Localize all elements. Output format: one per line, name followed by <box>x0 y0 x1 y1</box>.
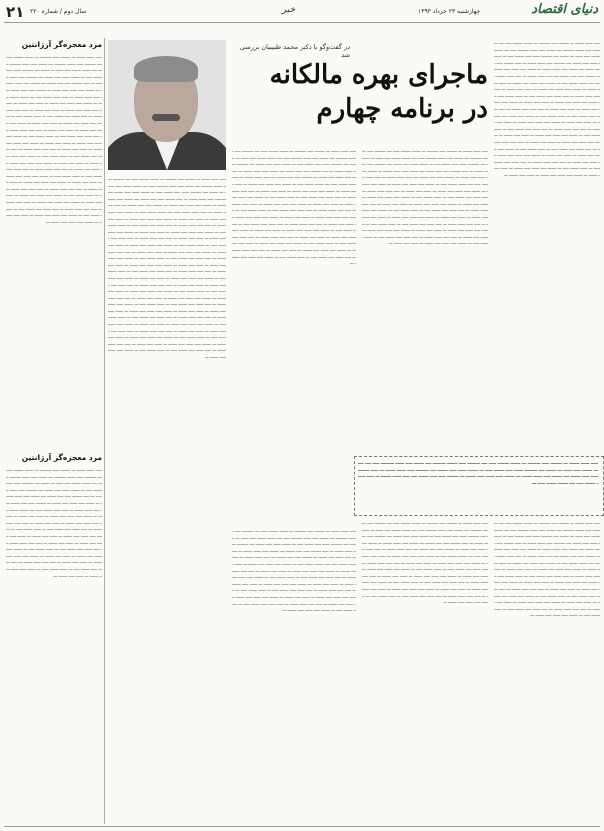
footer-rule <box>4 826 600 827</box>
issue-info: سال دوم / شماره ۲۲۰ <box>30 8 87 15</box>
page-header <box>0 0 604 26</box>
body-column-5: ـــــ ــــــ ـــــــ ـــ ــــــــ ـــــ ـــــــــ ـــ ـــــــ ــــــــ ـــــ ــــ ـــــــــ ـــــ ـــــــ ـــــــــ ــــ ـــــــ ـــــ ــــــ ـــــــــ ـــــ ــــ ـــــــ ـــــــ ـــــ ــــــ ـــ ـــــــ ــــ ـــــــــ ــــــ ـــــ ـــــــ ـــــ ـــ ـــــــ ــــــ ـــــ ـــــــ ــــ ـــــــــ ـــــ ــــــ ـــــــ ـــ ـــــ ــــــــ ـــــ ـــــ ـــــــ ــــ ـــــــ ـــــ ــــــ ـــــــ ـــ ـــــــ ـــــ ــــــ ـــــ ـــــــ ـــ ــــــــ ـــــ ـــــ ـــــــ ــــ ـــــ ــــــ ـــــــ ـــ ـــــ ــــــ ـــــــ ـــــ ــــ ـــــــ ـــــــ ـــــ ـــ ـــــــ ـــــ ــــــ ـــــ ـــــــ ـــ ــــــ ـــــ ـــــــ ـــ ـــــــ ـــــ ــــــ ـــــ ـــــــ ـــ ــــــ ـــــ ـــــــ ـــ ـــــ ـــــ ــــــ ـــــــ ـــ ـــــ ــــــ ـــــ ـــــــ ـــــ ـــ ــــــ ـــــــ ـــــ ـــ ـــــــ ـــــ ــــــ ـــــ ـــــــ ـــ ــــــ ـــــ ـــــــ ـــ ـــــــ ـــــ ــــــ ـــــ ـــــــ ـــ ــــــ ـــــ ـــــــ ـــ ـــــ ـــــ ــــــ ـــــــ ـــ ـــــ ــــــ ـــــ ـــــــ ـــــ ـــ ــــــ ـــــــ ـــــ ـــ ـــــــ ـــــ ــــــ ـــــ ـــــــ ـــ ــــــ ـــــ ـــــــ ـــ ـــــــ ـــــ ــــــ ـــــ ـــــــ ـــ ــــــ ـــــ ـــــــ ـــ ـــــ ـــــ ــــــ ـــــــ ـــ ـــــ ــــــ ـــــ ـــــــ ـــــ ـــ ــــــ ـــــــ ـــــ ـــ ـــــــ ـــــ ــــــ ـــــ ـــــــ ـــ <box>494 520 600 618</box>
headline-line-2: در برنامه چهارم <box>316 94 488 124</box>
sidebar-title-repeat: مرد معجزه‌گر آرژانتین <box>21 453 102 462</box>
header-rule <box>4 22 600 23</box>
column-divider <box>104 38 105 824</box>
body-column-6: ـــــ ــــــ ـــــــ ـــ ــــــــ ـــــ ـــــــــ ـــ ـــــــ ــــــــ ـــــ ــــ ـــــــــ ـــــ ـــــــ ـــــــــ ــــ ـــــــ ـــــ ــــــ ـــــــــ ـــــ ــــ ـــــــ ـــــــ ـــــ ــــــ ـــ ـــــــ ــــ ـــــــــ ــــــ ـــــ ـــــــ ـــــ ـــ ـــــــ ــــــ ـــــ ـــــــ ــــ ـــــــــ ـــــ ــــــ ـــــــ ـــ ـــــ ــــــــ ـــــ ـــــ ـــــــ ــــ ـــــــ ـــــ ــــــ ـــــــ ـــ ـــــــ ـــــ ــــــ ـــــ ـــــــ ـــ ــــــــ ـــــ ـــــ ـــــــ ــــ ـــــ ــــــ ـــــــ ـــ ـــــ ــــــ ـــــــ ـــــ ــــ ـــــــ ـــــــ ـــــ ـــ ـــــــ ـــــ ــــــ ـــــ ـــــــ ـــ ــــــ ـــــ ـــــــ ـــ ـــــــ ـــــ ــــــ ـــــ ـــــــ ـــ ــــــ ـــــ ـــــــ ـــ ـــــ ـــــ ــــــ ـــــــ ـــ ـــــ ــــــ ـــــ ـــــــ ـــــ ـــ ــــــ ـــــــ ـــــ ـــ ـــــــ ـــــ ــــــ ـــــ ـــــــ ـــ ــــــ ـــــ ـــــــ ـــ ـــــــ ـــــ ــــــ ـــــ ـــــــ ـــ ــــــ ـــــ ـــــــ ـــ ـــــ ـــــ ــــــ ـــــــ ـــ ـــــ ــــــ ـــــ ـــــــ ـــــ ـــ ــــــ ـــــــ ـــــ ـــ ـــــــ ـــــ ــــــ ـــــ ـــــــ ـــ ــــــ ـــــ ـــــــ ـــ ـــــــ ـــــ ــــــ ـــــ ـــــــ ـــ ــــــ ـــــ ـــــــ ـــ ـــــ ـــــ ــــــ ـــــــ ـــ ـــــ ــــــ ـــــ ـــــــ ـــــ ـــ ــــــ ـــــــ ـــــ ـــ ـــــــ ـــــ ــــــ ـــــ ـــــــ ـــ <box>362 520 488 605</box>
article-headline <box>230 58 488 126</box>
body-column-4: ـــــ ــــــ ـــــــ ـــ ــــــــ ـــــ ـــــــــ ـــ ـــــــ ــــــــ ـــــ ــــ ـــــــــ ـــــ ـــــــ ـــــــــ ــــ ـــــــ ـــــ ــــــ ـــــــــ ـــــ ــــ ـــــــ ـــــــ ـــــ ــــــ ـــ ـــــــ ــــ ـــــــــ ــــــ ـــــ ـــــــ ـــــ ـــ ـــــــ ــــــ ـــــ ـــــــ ــــ ـــــــــ ـــــ ــــــ ـــــــ ـــ ـــــ ــــــــ ـــــ ـــــ ـــــــ ــــ ـــــــ ـــــ ــــــ ـــــــ ـــ ـــــــ ـــــ ــــــ ـــــ ـــــــ ـــ ــــــــ ـــــ ـــــ ـــــــ ــــ ـــــ ــــــ ـــــــ ـــ ـــــ ــــــ ـــــــ ـــــ ــــ ـــــــ ـــــــ ـــــ ـــ ـــــــ ـــــ ــــــ ـــــ ـــــــ ـــ ــــــ ـــــ ـــــــ ـــ ـــــــ ـــــ ــــــ ـــــ ـــــــ ـــ ــــــ ـــــ ـــــــ ـــ ـــــ ـــــ ــــــ ـــــــ ـــ ـــــ ــــــ ـــــ ـــــــ ـــــ ـــ ــــــ ـــــــ ـــــ ـــ ـــــــ ـــــ ــــــ ـــــ ـــــــ ـــ ــــــ ـــــ ـــــــ ـــ ـــــــ ـــــ ــــــ ـــــ ـــــــ ـــ ــــــ ـــــ ـــــــ ـــ ـــــ ـــــ ــــــ ـــــــ ـــ ـــــ ــــــ ـــــ ـــــــ ـــــ ـــ ــــــ ـــــــ ـــــ ـــ ـــــــ ـــــ ــــــ ـــــ ـــــــ ـــ ــــــ ـــــ ـــــــ ـــ ـــــــ ـــــ ــــــ ـــــ ـــــــ ـــ ــــــ ـــــ ـــــــ ـــ ـــــ ـــــ ــــــ ـــــــ ـــ ـــــ ــــــ ـــــ ـــــــ ـــــ ـــ ــــــ ـــــــ ـــــ ـــ ـــــــ ـــــ ــــــ ـــــ ـــــــ ـــ ــــــ ـــــ ـــــــ ـــ ـــــــ ـــــ ــــــ ـــــ ـــــــ ـــ ــــــ ـــــ ـــــــ ـــ ـــــ ـــــ ــــــ ـــــــ ـــ ـــــ ــــــ ـــــ ـــــــ ـــــ ـــ ــــــ ـــــــ ـــــ ـــ ـــــــ ـــــ ــــــ ـــــ ـــــــ ـــ ــــــ ـــــ ـــــــ ـــ ـــــــ ـــــ ــــــ ـــــ ـــــــ ـــ ــــــ ـــــ ـــــــ ـــ ـــــ ـــــ ــــــ ـــــــ ـــ ـــــ ــــــ ـــــ ـــــــ ـــــ ـــ ــــــ ـــــــ ـــــ ـــ ـــــــ ـــــ ــــــ ـــــ ـــــــ ـــ ــــــ ـــــ ـــــــ ـــ ـــــــ ـــــ ــــــ ـــــ ـــــــ ـــ ــــــ ـــــ ـــــــ ـــ ـــــ ـــــ ــــــ ـــــــ ـــ ـــــ ــــــ ـــــ ـــــــ ـــــ ـــ ــــــ ـــــــ ـــــ ـــ ـــــــ ـــــ ــــــ ـــــ ـــــــ ـــ ــــــ ـــــ ـــــــ ـــ ـــــــ ـــــ ــــــ ـــــ ـــــــ ـــ ــــــ ـــــ ـــــــ ـــ ـــــ ـــــ ــــــ ـــــــ ـــ ـــــ ــــــ ـــــ ـــــــ ـــــ ـــ ــــــ ـــــــ ـــــ ـــ ـــــــ ـــــ ــــــ ـــــ ـــــــ ـــ ــــــ ـــــ ـــــــ ـــ ـــــــ ـــــ ــــــ ـــــ ـــــــ ـــ ــــــ ـــــ ـــــــ ـــ ـــــ ـــــ ــــــ ـــــــ ـــ ـــــ ــــــ ـــــ ـــــــ ـــــ ـــ ــــــ ـــــــ ـــــ ـــ ـــــــ ـــــ ــــــ ـــــ ـــــــ ـــ ــــــ ـــــ ـــــــ ـــ ـــــــ ـــــ ــــــ ـــــ ـــــــ ـــ ــــــ ـــــ ـــــــ ـــ ـــــ ـــــ ــــــ ـــــــ ـــ ـــــ ــــــ ـــــ ـــــــ ـــــ ـــ ــــــ ـــــــ ـــــ ـــ ـــــــ ـــــ ــــــ ـــــ ـــــــ ـــ <box>108 176 226 360</box>
section-label: خبر <box>282 5 296 15</box>
body-column-3: ـــــ ــــــ ـــــــ ـــ ــــــــ ـــــ ـــــــــ ـــ ـــــــ ــــــــ ـــــ ــــ ـــــــــ ـــــ ـــــــ ـــــــــ ــــ ـــــــ ـــــ ــــــ ـــــــــ ـــــ ــــ ـــــــ ـــــــ ـــــ ــــــ ـــ ـــــــ ــــ ـــــــــ ــــــ ـــــ ـــــــ ـــــ ـــ ـــــــ ــــــ ـــــ ـــــــ ــــ ـــــــــ ـــــ ــــــ ـــــــ ـــ ـــــ ــــــــ ـــــ ـــــ ـــــــ ــــ ـــــــ ـــــ ــــــ ـــــــ ـــ ـــــــ ـــــ ــــــ ـــــ ـــــــ ـــ ــــــــ ـــــ ـــــ ـــــــ ــــ ـــــ ــــــ ـــــــ ـــ ـــــ ــــــ ـــــــ ـــــ ــــ ـــــــ ـــــــ ـــــ ـــ ـــــــ ـــــ ــــــ ـــــ ـــــــ ـــ ــــــ ـــــ ـــــــ ـــ ـــــــ ـــــ ــــــ ـــــ ـــــــ ـــ ــــــ ـــــ ـــــــ ـــ ـــــ ـــــ ــــــ ـــــــ ـــ ـــــ ــــــ ـــــ ـــــــ ـــــ ـــ ــــــ ـــــــ ـــــ ـــ ـــــــ ـــــ ــــــ ـــــ ـــــــ ـــ ــــــ ـــــ ـــــــ ـــ ـــــــ ـــــ ــــــ ـــــ ـــــــ ـــ ــــــ ـــــ ـــــــ ـــ ـــــ ـــــ ــــــ ـــــــ ـــ ـــــ ــــــ ـــــ ـــــــ ـــــ ـــ ــــــ ـــــــ ـــــ ـــ ـــــــ ـــــ ــــــ ـــــ ـــــــ ـــ ــــــ ـــــ ـــــــ ـــ ـــــــ ـــــ ــــــ ـــــ ـــــــ ـــ ــــــ ـــــ ـــــــ ـــ ـــــ ـــــ ــــــ ـــــــ ـــ ـــــ ــــــ ـــــ ـــــــ ـــــ ـــ ــــــ ـــــــ ـــــ ـــ ـــــــ ـــــ ــــــ ـــــ ـــــــ ـــ ــــــ ـــــ ـــــــ ـــ ـــــــ ـــــ ــــــ ـــــ ـــــــ ـــ ــــــ ـــــ ـــــــ ـــ ـــــ ـــــ ــــــ ـــــــ ـــ ـــــ ــــــ ـــــ ـــــــ ـــــ ـــ ــــــ ـــــــ ـــــ ـــ ـــــــ ـــــ ــــــ ـــــ ـــــــ ـــ ــــــ ـــــ ـــــــ ـــ ـــــــ ـــــ ــــــ ـــــ ـــــــ ـــ ــــــ ـــــ ـــــــ ـــ ـــــ ـــــ ــــــ ـــــــ ـــ ـــــ ــــــ ـــــ ـــــــ ـــــ ـــ ــــــ ـــــــ ـــــ ـــ ـــــــ ـــــ ــــــ ـــــ ـــــــ ـــ <box>232 148 356 266</box>
sidebar-body-text-2: ـــــ ــــــ ـــــــ ـــ ــــــــ ـــــ ـــــــــ ـــ ـــــــ ــــــــ ـــــ ــــ ـــــــــ ـــــ ـــــــ ـــــــــ ــــ ـــــــ ـــــ ــــــ ـــــــــ ـــــ ــــ ـــــــ ـــــــ ـــــ ــــــ ـــ ـــــــ ــــ ـــــــــ ــــــ ـــــ ـــــــ ـــــ ـــ ـــــــ ــــــ ـــــ ـــــــ ــــ ـــــــــ ـــــ ــــــ ـــــــ ـــ ـــــ ــــــــ ـــــ ـــــ ـــــــ ــــ ـــــــ ـــــ ــــــ ـــــــ ـــ ـــــــ ـــــ ــــــ ـــــ ـــــــ ـــ ــــــــ ـــــ ـــــ ـــــــ ــــ ـــــ ــــــ ـــــــ ـــ ـــــ ــــــ ـــــــ ـــــ ــــ ـــــــ ـــــــ ـــــ ـــ ـــــــ ـــــ ــــــ ـــــ ـــــــ ـــ ــــــ ـــــ ـــــــ ـــ ـــــــ ـــــ ــــــ ـــــ ـــــــ ـــ ــــــ ـــــ ـــــــ ـــ ـــــ ـــــ ــــــ ـــــــ ـــ ـــــ ــــــ ـــــ ـــــــ ـــــ ـــ ــــــ ـــــــ ـــــ ـــ ـــــــ ـــــ ــــــ ـــــ ـــــــ ـــ ــــــ ـــــ ـــــــ ـــ ـــــــ ـــــ ــــــ ـــــ ـــــــ ـــ ــــــ ـــــ ـــــــ ـــ ـــــ ـــــ ــــــ ـــــــ ـــ ـــــ ــــــ ـــــ ـــــــ ـــــ ـــ ــــــ ـــــــ ـــــ ـــ ـــــــ ـــــ ــــــ ـــــ ـــــــ ـــ ــــــ ـــــ ـــــــ ـــ ـــــــ ـــــ ــــــ ـــــ ـــــــ ـــ ــــــ ـــــ ـــــــ ـــ ـــــ ـــــ ــــــ ـــــــ ـــ ـــــ ــــــ ـــــ ـــــــ ـــــ ـــ ــــــ ـــــــ ـــــ ـــ ـــــــ ـــــ ــــــ ـــــ ـــــــ ـــ ــــــ ـــــ ـــــــ ـــ <box>6 467 102 578</box>
issue-date: چهارشنبه ۲۳ خرداد ۱۳۹۳ <box>418 8 481 15</box>
page-number: ۲۱ <box>6 3 25 21</box>
newspaper-logo: دنیای اقتصاد <box>531 2 598 17</box>
body-column-2: ـــــ ــــــ ـــــــ ـــ ــــــــ ـــــ ـــــــــ ـــ ـــــــ ــــــــ ـــــ ــــ ـــــــــ ـــــ ـــــــ ـــــــــ ــــ ـــــــ ـــــ ــــــ ـــــــــ ـــــ ــــ ـــــــ ـــــــ ـــــ ــــــ ـــ ـــــــ ــــ ـــــــــ ــــــ ـــــ ـــــــ ـــــ ـــ ـــــــ ــــــ ـــــ ـــــــ ــــ ـــــــــ ـــــ ــــــ ـــــــ ـــ ـــــ ــــــــ ـــــ ـــــ ـــــــ ــــ ـــــــ ـــــ ــــــ ـــــــ ـــ ـــــــ ـــــ ــــــ ـــــ ـــــــ ـــ ــــــــ ـــــ ـــــ ـــــــ ــــ ـــــ ــــــ ـــــــ ـــ ـــــ ــــــ ـــــــ ـــــ ــــ ـــــــ ـــــــ ـــــ ـــ ـــــــ ـــــ ــــــ ـــــ ـــــــ ـــ ــــــ ـــــ ـــــــ ـــ ـــــــ ـــــ ــــــ ـــــ ـــــــ ـــ ــــــ ـــــ ـــــــ ـــ ـــــ ـــــ ــــــ ـــــــ ـــ ـــــ ــــــ ـــــ ـــــــ ـــــ ـــ ــــــ ـــــــ ـــــ ـــ ـــــــ ـــــ ــــــ ـــــ ـــــــ ـــ ــــــ ـــــ ـــــــ ـــ ـــــــ ـــــ ــــــ ـــــ ـــــــ ـــ ــــــ ـــــ ـــــــ ـــ ـــــ ـــــ ــــــ ـــــــ ـــ ـــــ ــــــ ـــــ ـــــــ ـــــ ـــ ــــــ ـــــــ ـــــ ـــ ـــــــ ـــــ ــــــ ـــــ ـــــــ ـــ ــــــ ـــــ ـــــــ ـــ ـــــــ ـــــ ــــــ ـــــ ـــــــ ـــ ــــــ ـــــ ـــــــ ـــ ـــــ ـــــ ــــــ ـــــــ ـــ ـــــ ــــــ ـــــ ـــــــ ـــــ ـــ ــــــ ـــــــ ـــــ ـــ ـــــــ ـــــ ــــــ ـــــ ـــــــ ـــ ــــــ ـــــ ـــــــ ـــ ـــــــ ـــــ ــــــ ـــــ ـــــــ ـــ ــــــ ـــــ ـــــــ ـــ ـــــ ـــــ ــــــ ـــــــ ـــ ـــــ ــــــ ـــــ ـــــــ ـــــ ـــ ــــــ ـــــــ ـــــ ـــ ـــــــ ـــــ ــــــ ـــــ ـــــــ ـــ ــــــ ـــــ ـــــــ ـــ <box>362 148 488 246</box>
sidebar-title: مرد معجزه‌گر آرژانتین <box>21 40 102 49</box>
body-column-7: ـــــ ــــــ ـــــــ ـــ ــــــــ ـــــ ـــــــــ ـــ ـــــــ ــــــــ ـــــ ــــ ـــــــــ ـــــ ـــــــ ـــــــــ ــــ ـــــــ ـــــ ــــــ ـــــــــ ـــــ ــــ ـــــــ ـــــــ ـــــ ــــــ ـــ ـــــــ ــــ ـــــــــ ــــــ ـــــ ـــــــ ـــــ ـــ ـــــــ ــــــ ـــــ ـــــــ ــــ ـــــــــ ـــــ ــــــ ـــــــ ـــ ـــــ ــــــــ ـــــ ـــــ ـــــــ ــــ ـــــــ ـــــ ــــــ ـــــــ ـــ ـــــــ ـــــ ــــــ ـــــ ـــــــ ـــ ــــــــ ـــــ ـــــ ـــــــ ــــ ـــــ ــــــ ـــــــ ـــ ـــــ ــــــ ـــــــ ـــــ ــــ ـــــــ ـــــــ ـــــ ـــ ـــــــ ـــــ ــــــ ـــــ ـــــــ ـــ ــــــ ـــــ ـــــــ ـــ ـــــــ ـــــ ــــــ ـــــ ـــــــ ـــ ــــــ ـــــ ـــــــ ـــ ـــــ ـــــ ــــــ ـــــــ ـــ ـــــ ــــــ ـــــ ـــــــ ـــــ ـــ ــــــ ـــــــ ـــــ ـــ ـــــــ ـــــ ــــــ ـــــ ـــــــ ـــ ــــــ ـــــ ـــــــ ـــ ـــــــ ـــــ ــــــ ـــــ ـــــــ ـــ ــــــ ـــــ ـــــــ ـــ ـــــ ـــــ ــــــ ـــــــ ـــ ـــــ ــــــ ـــــ ـــــــ ـــــ ـــ ــــــ ـــــــ ـــــ ـــ ـــــــ ـــــ ــــــ ـــــ ـــــــ ـــ ــــــ ـــــ ـــــــ ـــ ـــــــ ـــــ ــــــ ـــــ ـــــــ ـــ ــــــ ـــــ ـــــــ ـــ ـــــ ـــــ ــــــ ـــــــ ـــ ـــــ ــــــ ـــــ ـــــــ ـــــ ـــ ــــــ ـــــــ ـــــ ـــ ـــــــ ـــــ ــــــ ـــــ ـــــــ ـــ <box>232 528 356 613</box>
quote-box-text: ـــــ ــــــ ـــــــ ـــ ــــــــ ـــــ ـــــــــ ـــ ـــــــ ــــــــ ـــــ ــــ ـــــــــ ـــــ ـــــــ ـــــــــ ــــ ـــــــ ـــــ ــــــ ـــــــــ ـــــ ــــ ـــــــ ـــــــ ـــــ ــــــ ـــ ـــــــ ــــ ـــــــــ ــــــ ـــــ ـــــــ ـــــ ـــ ـــــــ ــــــ ـــــ ـــــــ ــــ ـــــــــ ـــــ ــــــ ـــــــ ـــ ـــــ ــــــــ ـــــ ـــــ ـــــــ ــــ ـــــــ ـــــ ــــــ ـــــــ ـــ ـــــــ ـــــ ــــــ ـــــ ـــــــ ـــ ــــــــ ـــــ ـــــ ـــــــ ــــ ـــــ ــــــ ـــــــ ـــ ـــــ ــــــ ـــــــ ـــــ ــــ ـــــــ ـــــــ ـــــ ـــ <box>358 460 598 485</box>
headline-line-1: ماجرای بهره مالکانه <box>269 60 488 90</box>
portrait-photo <box>108 40 226 170</box>
sidebar-body-text: ـــــ ــــــ ـــــــ ـــ ــــــــ ـــــ ـــــــــ ـــ ـــــــ ــــــــ ـــــ ــــ ـــــــــ ـــــ ـــــــ ـــــــــ ــــ ـــــــ ـــــ ــــــ ـــــــــ ـــــ ــــ ـــــــ ـــــــ ـــــ ــــــ ـــ ـــــــ ــــ ـــــــــ ــــــ ـــــ ـــــــ ـــــ ـــ ـــــــ ــــــ ـــــ ـــــــ ــــ ـــــــــ ـــــ ــــــ ـــــــ ـــ ـــــ ــــــــ ـــــ ـــــ ـــــــ ــــ ـــــــ ـــــ ــــــ ـــــــ ـــ ـــــــ ـــــ ــــــ ـــــ ـــــــ ـــ ــــــــ ـــــ ـــــ ـــــــ ــــ ـــــ ــــــ ـــــــ ـــ ـــــ ــــــ ـــــــ ـــــ ــــ ـــــــ ـــــــ ـــــ ـــ ـــــــ ـــــ ــــــ ـــــ ـــــــ ـــ ــــــ ـــــ ـــــــ ـــ ـــــــ ـــــ ــــــ ـــــ ـــــــ ـــ ــــــ ـــــ ـــــــ ـــ ـــــ ـــــ ــــــ ـــــــ ـــ ـــــ ــــــ ـــــ ـــــــ ـــــ ـــ ــــــ ـــــــ ـــــ ـــ ـــــــ ـــــ ــــــ ـــــ ـــــــ ـــ ــــــ ـــــ ـــــــ ـــ ـــــــ ـــــ ــــــ ـــــ ـــــــ ـــ ــــــ ـــــ ـــــــ ـــ ـــــ ـــــ ــــــ ـــــــ ـــ ـــــ ــــــ ـــــ ـــــــ ـــــ ـــ ــــــ ـــــــ ـــــ ـــ ـــــــ ـــــ ــــــ ـــــ ـــــــ ـــ ــــــ ـــــ ـــــــ ـــ ـــــــ ـــــ ــــــ ـــــ ـــــــ ـــ ــــــ ـــــ ـــــــ ـــ ـــــ ـــــ ــــــ ـــــــ ـــ ـــــ ــــــ ـــــ ـــــــ ـــــ ـــ ــــــ ـــــــ ـــــ ـــ ـــــــ ـــــ ــــــ ـــــ ـــــــ ـــ ــــــ ـــــ ـــــــ ـــ ـــــــ ـــــ ــــــ ـــــ ـــــــ ـــ ــــــ ـــــ ـــــــ ـــ ـــــ ـــــ ــــــ ـــــــ ـــ ـــــ ــــــ ـــــ ـــــــ ـــــ ـــ ــــــ ـــــــ ـــــ ـــ ـــــــ ـــــ ــــــ ـــــ ـــــــ ـــ ــــــ ـــــ ـــــــ ـــ ـــــــ ـــــ ــــــ ـــــ ـــــــ ـــ ــــــ ـــــ ـــــــ ـــ ـــــ ـــــ ــــــ ـــــــ ـــ ـــــ ــــــ ـــــ ـــــــ ـــــ ـــ ــــــ ـــــــ ـــــ ـــ ـــــــ ـــــ ــــــ ـــــ ـــــــ ـــ ــــــ ـــــ ـــــــ ـــ ـــــــ ـــــ ــــــ ـــــ ـــــــ ـــ ــــــ ـــــ ـــــــ ـــ ـــــ ـــــ ــــــ ـــــــ ـــ ـــــ ــــــ ـــــ ـــــــ ـــــ ـــ ــــــ ـــــــ ـــــ ـــ ـــــــ ـــــ ــــــ ـــــ ـــــــ ـــ ــــــ ـــــ ـــــــ ـــ ـــــــ ـــــ ــــــ ـــــ ـــــــ ـــ <box>6 54 102 224</box>
article-kicker: در گفت‌وگو با دکتر محمد طبیبیان بررسی شد <box>239 43 350 59</box>
body-column-1: ـــــ ــــــ ـــــــ ـــ ــــــــ ـــــ ـــــــــ ـــ ـــــــ ــــــــ ـــــ ــــ ـــــــــ ـــــ ـــــــ ـــــــــ ــــ ـــــــ ـــــ ــــــ ـــــــــ ـــــ ــــ ـــــــ ـــــــ ـــــ ــــــ ـــ ـــــــ ــــ ـــــــــ ــــــ ـــــ ـــــــ ـــــ ـــ ـــــــ ــــــ ـــــ ـــــــ ــــ ـــــــــ ـــــ ــــــ ـــــــ ـــ ـــــ ــــــــ ـــــ ـــــ ـــــــ ــــ ـــــــ ـــــ ــــــ ـــــــ ـــ ـــــــ ـــــ ــــــ ـــــ ـــــــ ـــ ــــــــ ـــــ ـــــ ـــــــ ــــ ـــــ ــــــ ـــــــ ـــ ـــــ ــــــ ـــــــ ـــــ ــــ ـــــــ ـــــــ ـــــ ـــ ـــــــ ـــــ ــــــ ـــــ ـــــــ ـــ ــــــ ـــــ ـــــــ ـــ ـــــــ ـــــ ــــــ ـــــ ـــــــ ـــ ــــــ ـــــ ـــــــ ـــ ـــــ ـــــ ــــــ ـــــــ ـــ ـــــ ــــــ ـــــ ـــــــ ـــــ ـــ ــــــ ـــــــ ـــــ ـــ ـــــــ ـــــ ــــــ ـــــ ـــــــ ـــ ــــــ ـــــ ـــــــ ـــ ـــــــ ـــــ ــــــ ـــــ ـــــــ ـــ ــــــ ـــــ ـــــــ ـــ ـــــ ـــــ ــــــ ـــــــ ـــ ـــــ ــــــ ـــــ ـــــــ ـــــ ـــ ــــــ ـــــــ ـــــ ـــ ـــــــ ـــــ ــــــ ـــــ ـــــــ ـــ ــــــ ـــــ ـــــــ ـــ ـــــــ ـــــ ــــــ ـــــ ـــــــ ـــ ــــــ ـــــ ـــــــ ـــ ـــــ ـــــ ــــــ ـــــــ ـــ ـــــ ــــــ ـــــ ـــــــ ـــــ ـــ ــــــ ـــــــ ـــــ ـــ ـــــــ ـــــ ــــــ ـــــ ـــــــ ـــ ــــــ ـــــ ـــــــ ـــ ـــــــ ـــــ ــــــ ـــــ ـــــــ ـــ ــــــ ـــــ ـــــــ ـــ ـــــ ـــــ ــــــ ـــــــ ـــ ـــــ ــــــ ـــــ ـــــــ ـــــ ـــ ــــــ ـــــــ ـــــ ـــ ـــــــ ـــــ ــــــ ـــــ ـــــــ ـــ ــــــ ـــــ ـــــــ ـــ ـــــــ ـــــ ــــــ ـــــ ـــــــ ـــ ــــــ ـــــ ـــــــ ـــ ـــــ ـــــ ــــــ ـــــــ ـــ ـــــ ــــــ ـــــ ـــــــ ـــــ ـــ ــــــ ـــــــ ـــــ ـــ ـــــــ ـــــ ــــــ ـــــ ـــــــ ـــ ــــــ ـــــ ـــــــ ـــ ـــــــ ـــــ ــــــ ـــــ ـــــــ ـــ ــــــ ـــــ ـــــــ ـــ <box>494 40 600 177</box>
